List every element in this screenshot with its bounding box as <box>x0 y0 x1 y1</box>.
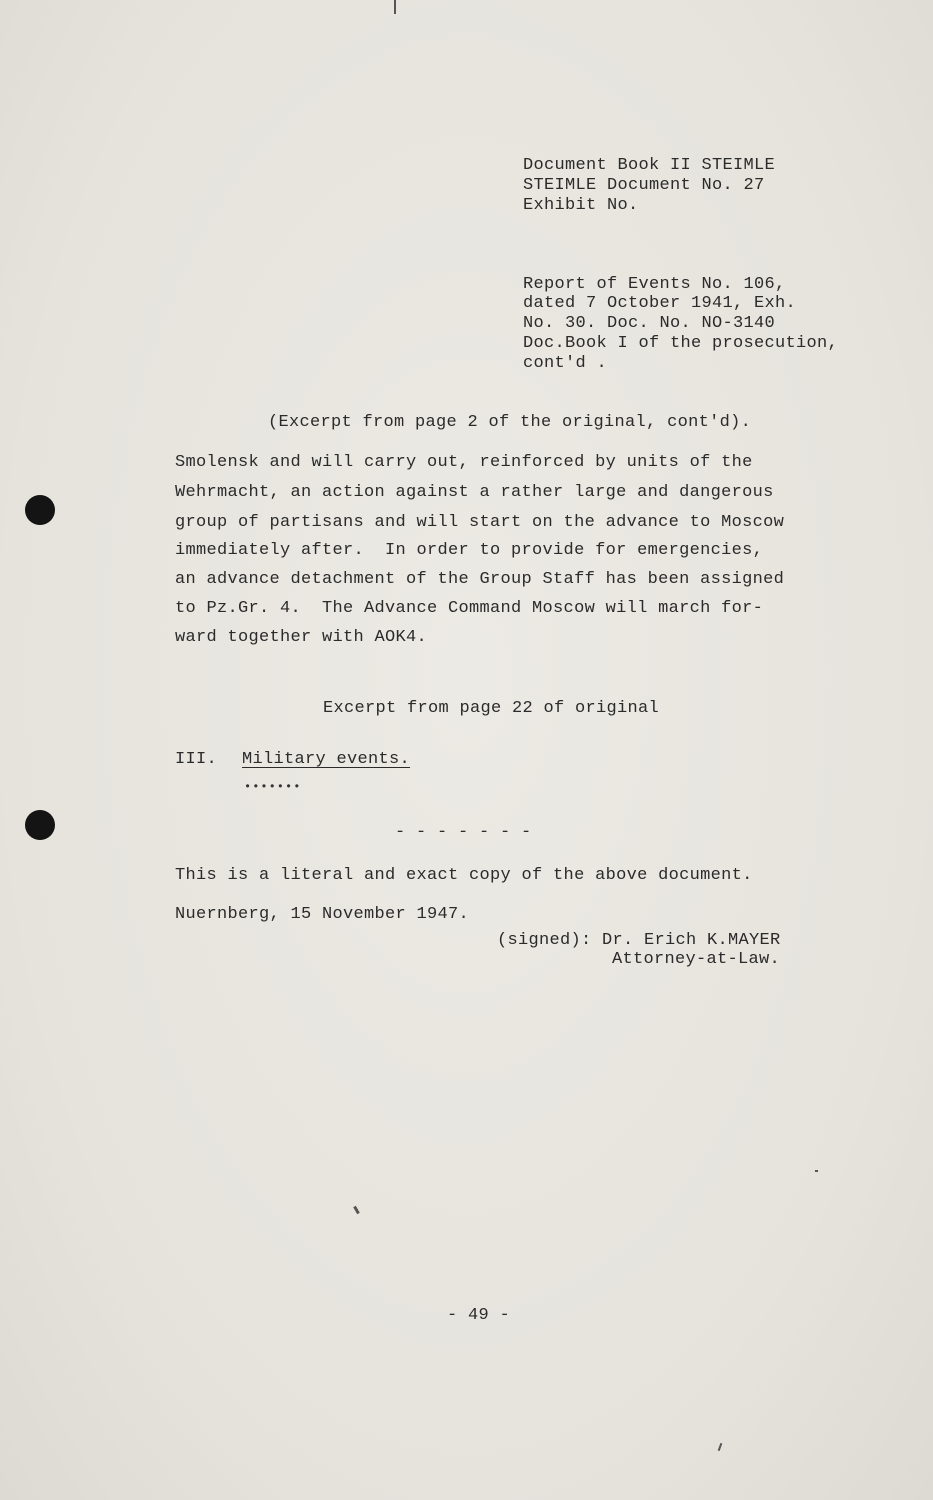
section-number: III. <box>175 750 218 769</box>
body-line-4: immediately after. In order to provide for emergencies, <box>175 541 764 560</box>
reference-line-2: dated 7 October 1941, Exh. <box>523 294 797 313</box>
omission-dots: ••••••• <box>244 780 302 794</box>
body-line-1: Smolensk and will carry out, reinforced by units of the <box>175 453 753 472</box>
signer-title: Attorney-at-Law. <box>612 950 781 969</box>
body-line-3: group of partisans and will start on the advance to Moscow <box>175 513 785 532</box>
body-line-6: to Pz.Gr. 4. The Advance Command Moscow will march for- <box>175 599 764 618</box>
paper-speck <box>815 1170 818 1172</box>
excerpt-1-heading: (Excerpt from page 2 of the original, cont'd). <box>268 413 752 432</box>
body-line-2: Wehrmacht, an action against a rather large and dangerous <box>175 483 774 502</box>
signature-line: (signed): Dr. Erich K.MAYER <box>497 931 781 950</box>
page-number: - 49 - <box>447 1306 511 1325</box>
separator-dashes: - - - - - - - <box>395 823 532 842</box>
place-date: Nuernberg, 15 November 1947. <box>175 905 470 924</box>
section-title: Military events. <box>242 750 411 769</box>
body-line-5: an advance detachment of the Group Staff has been assigned <box>175 570 785 589</box>
punch-hole-upper <box>25 495 55 525</box>
body-line-7: ward together with AOK4. <box>175 628 428 647</box>
header-line-1: Document Book II STEIMLE <box>523 156 776 175</box>
top-edge-mark <box>394 0 396 14</box>
excerpt-2-heading: Excerpt from page 22 of original <box>323 699 660 718</box>
reference-line-3: No. 30. Doc. No. NO-3140 <box>523 314 776 333</box>
punch-hole-lower <box>25 810 55 840</box>
reference-line-1: Report of Events No. 106, <box>523 275 786 294</box>
reference-line-4: Doc.Book I of the prosecution, <box>523 334 839 353</box>
header-line-2: STEIMLE Document No. 27 <box>523 176 765 195</box>
reference-line-5: cont'd . <box>523 354 608 373</box>
header-line-3: Exhibit No. <box>523 196 639 215</box>
certification-statement: This is a literal and exact copy of the above document. <box>175 866 753 885</box>
paper-speck <box>718 1443 723 1451</box>
paper-speck <box>353 1206 360 1214</box>
